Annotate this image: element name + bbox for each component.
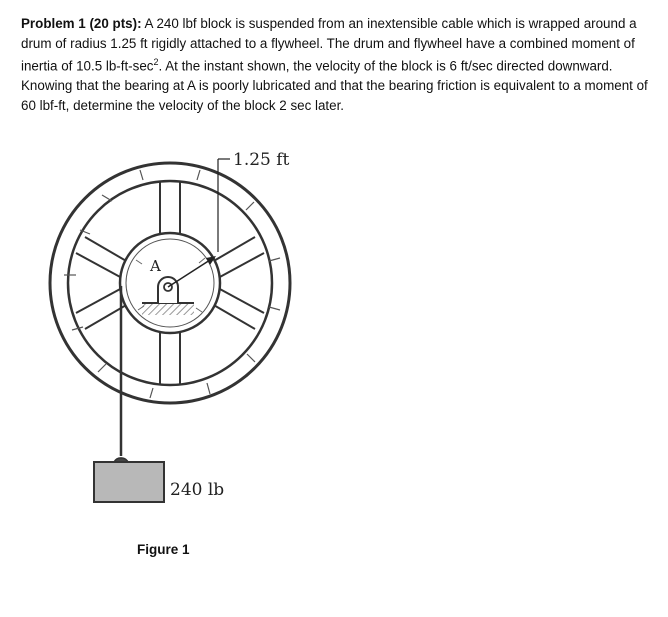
problem-body-end: . At the instant shown, the velocity of the block is 6 ft/sec directed downward. Knowing that the bearing at A is poorly lubricated and that the bearing friction is equivalent to a moment of 60 lbf-ft, determine the velocity of the block 2 sec later. bbox=[21, 58, 648, 113]
problem-statement bbox=[21, 14, 651, 115]
flywheel-figure bbox=[40, 140, 340, 540]
problem-superscript: 2 bbox=[153, 57, 159, 68]
figure-caption: Figure 1 bbox=[137, 542, 190, 557]
weight-label: 240 lb bbox=[170, 480, 225, 500]
bearing-label: A bbox=[150, 257, 161, 275]
problem-heading: Problem 1 (20 pts): bbox=[21, 16, 142, 31]
radius-label: 1.25 ft bbox=[233, 150, 290, 170]
block bbox=[94, 458, 164, 502]
problem-body: A 240 lbf block is suspended from an inextensible cable which is wrapped around a drum of radius 1.25 ft rigidly attached to a flywheel. The drum and flywheel have a combined moment of inertia of 10.5 lb-ft-sec bbox=[21, 16, 637, 74]
